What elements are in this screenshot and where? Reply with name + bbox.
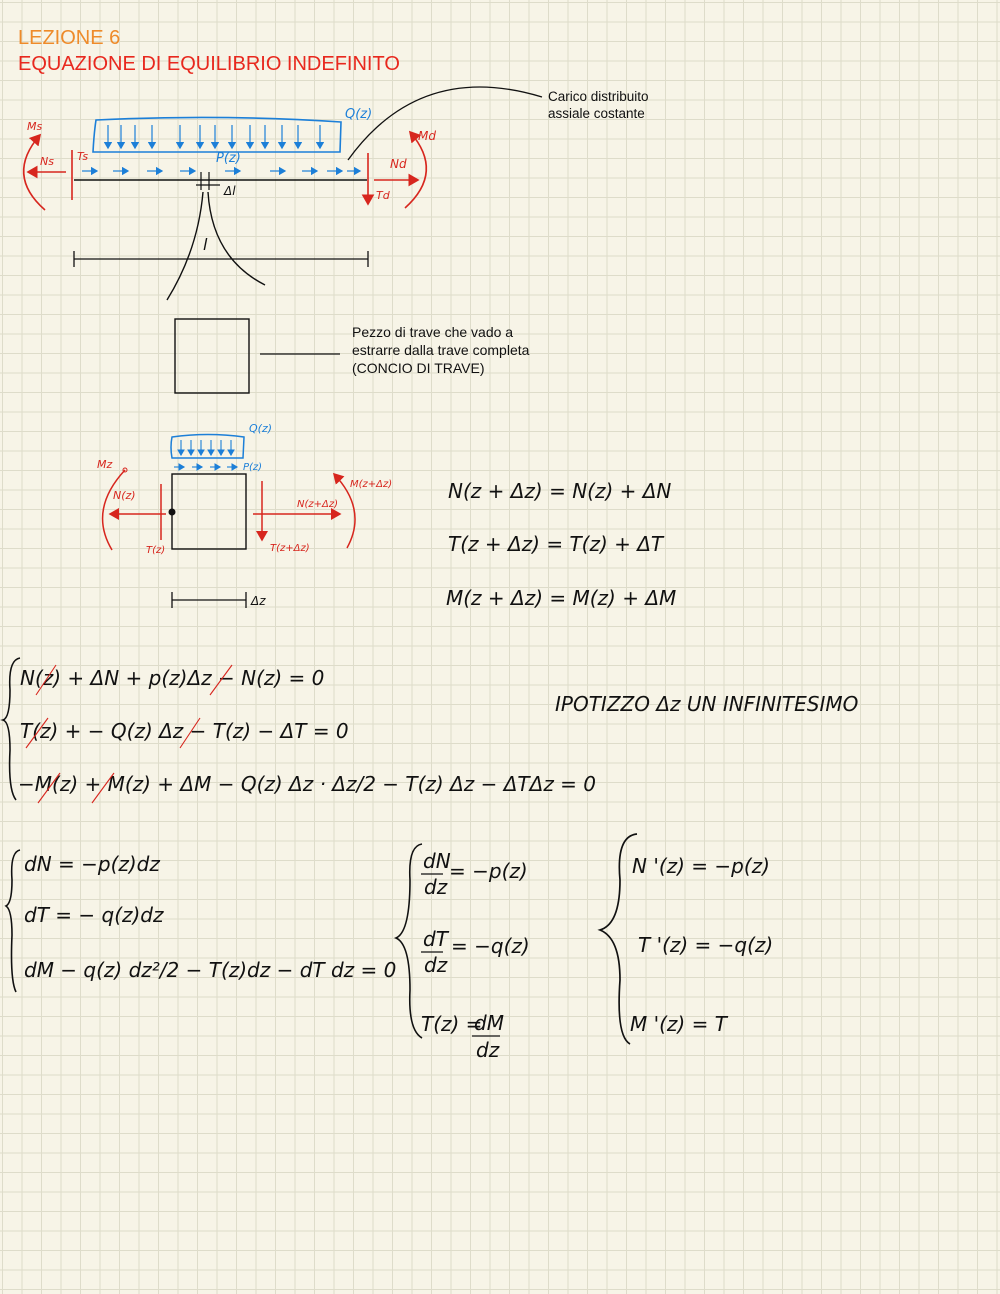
label-ts: Ts bbox=[77, 150, 89, 163]
label-length: l bbox=[203, 235, 208, 254]
system4-eq1: N '(z) = −p(z) bbox=[632, 854, 770, 878]
segment-load-outline bbox=[171, 435, 244, 459]
increment-relations bbox=[446, 479, 676, 610]
system3-eq2-rhs: = −q(z) bbox=[451, 934, 530, 958]
label-ns: Ns bbox=[40, 155, 54, 168]
label-pz: P(z) bbox=[216, 151, 241, 166]
seg-label-dz: Δz bbox=[251, 594, 266, 608]
system3-eq3-lhs: T(z) = bbox=[421, 1012, 483, 1036]
system2-eq1: dN = −p(z)dz bbox=[24, 852, 160, 876]
increment-n: N(z + Δz) = N(z) + ΔN bbox=[448, 479, 672, 503]
free-body-diagram bbox=[97, 422, 392, 608]
system4-eq2: T '(z) = −q(z) bbox=[638, 933, 774, 957]
system2-eq3: dM − q(z) dz²/2 − T(z)dz − dT dz = 0 bbox=[24, 958, 397, 982]
system3-eq1-rhs: = −p(z) bbox=[449, 859, 528, 883]
transverse-load-outline bbox=[93, 117, 341, 152]
hypothesis-note: IPOTIZZO Δz UN INFINITESIMO bbox=[555, 692, 859, 716]
label-td: Td bbox=[376, 189, 390, 202]
system3-eq1-num: dN bbox=[423, 849, 451, 873]
beam-segment-diagram bbox=[175, 319, 340, 393]
system1-eq1: N(z) + ΔN + p(z)Δz − N(z) = 0 bbox=[20, 666, 325, 690]
system3-eq3-num: dM bbox=[474, 1011, 504, 1035]
system3-eq1-den: dz bbox=[424, 875, 448, 899]
seg-label-tzdz: T(z+Δz) bbox=[270, 543, 310, 554]
seg-label-nzdz: N(z+Δz) bbox=[297, 499, 339, 510]
system3-eq2-den: dz bbox=[424, 953, 448, 977]
label-nd: Nd bbox=[390, 157, 407, 171]
label-ms: Ms bbox=[27, 120, 43, 133]
beam-segment-note: Pezzo di trave che vado a estrarre dalla trave completa (CONCIO DI TRAVE) bbox=[352, 324, 530, 376]
seg-label-mz: Mz bbox=[97, 458, 113, 471]
topic-title: EQUAZIONE DI EQUILIBRIO INDEFINITO bbox=[18, 53, 400, 75]
system4-eq3: M '(z) = T bbox=[630, 1012, 727, 1036]
system3-eq2-num: dT bbox=[423, 927, 448, 951]
seg-label-tz: T(z) bbox=[146, 545, 166, 556]
segment-square bbox=[175, 319, 249, 393]
system1-eq3: −M(z) + M(z) + ΔM − Q(z) Δz · Δz/2 − T(z) Δz − ΔTΔz = 0 bbox=[18, 772, 597, 796]
beam-diagram bbox=[24, 87, 542, 300]
transverse-load-arrows bbox=[108, 125, 320, 148]
distributed-load-note: Carico distribuito assiale costante bbox=[548, 89, 649, 121]
label-md: Md bbox=[418, 129, 436, 143]
seg-label-nz: N(z) bbox=[113, 489, 136, 502]
equilibrium-system-1 bbox=[3, 658, 596, 803]
lesson-title: LEZIONE 6 bbox=[18, 27, 121, 49]
system3-eq3-den: dz bbox=[476, 1038, 500, 1062]
system2-eq2: dT = − q(z)dz bbox=[24, 903, 164, 927]
seg-label-qz: Q(z) bbox=[249, 422, 273, 435]
increment-m: M(z + Δz) = M(z) + ΔM bbox=[446, 586, 677, 610]
system1-eq2: T(z) + − Q(z) Δz − T(z) − ΔT = 0 bbox=[20, 719, 349, 743]
seg-label-mzdz: M(z+Δz) bbox=[350, 479, 393, 490]
equilibrium-system-2 bbox=[6, 850, 396, 992]
equilibrium-system-3 bbox=[396, 844, 530, 1062]
increment-t: T(z + Δz) = T(z) + ΔT bbox=[448, 532, 664, 556]
label-qz: Q(z) bbox=[345, 107, 373, 122]
label-dl: Δl bbox=[224, 184, 236, 198]
seg-label-pz: P(z) bbox=[243, 462, 263, 473]
equilibrium-system-4 bbox=[600, 834, 773, 1044]
segment-square-fbd bbox=[172, 474, 246, 549]
